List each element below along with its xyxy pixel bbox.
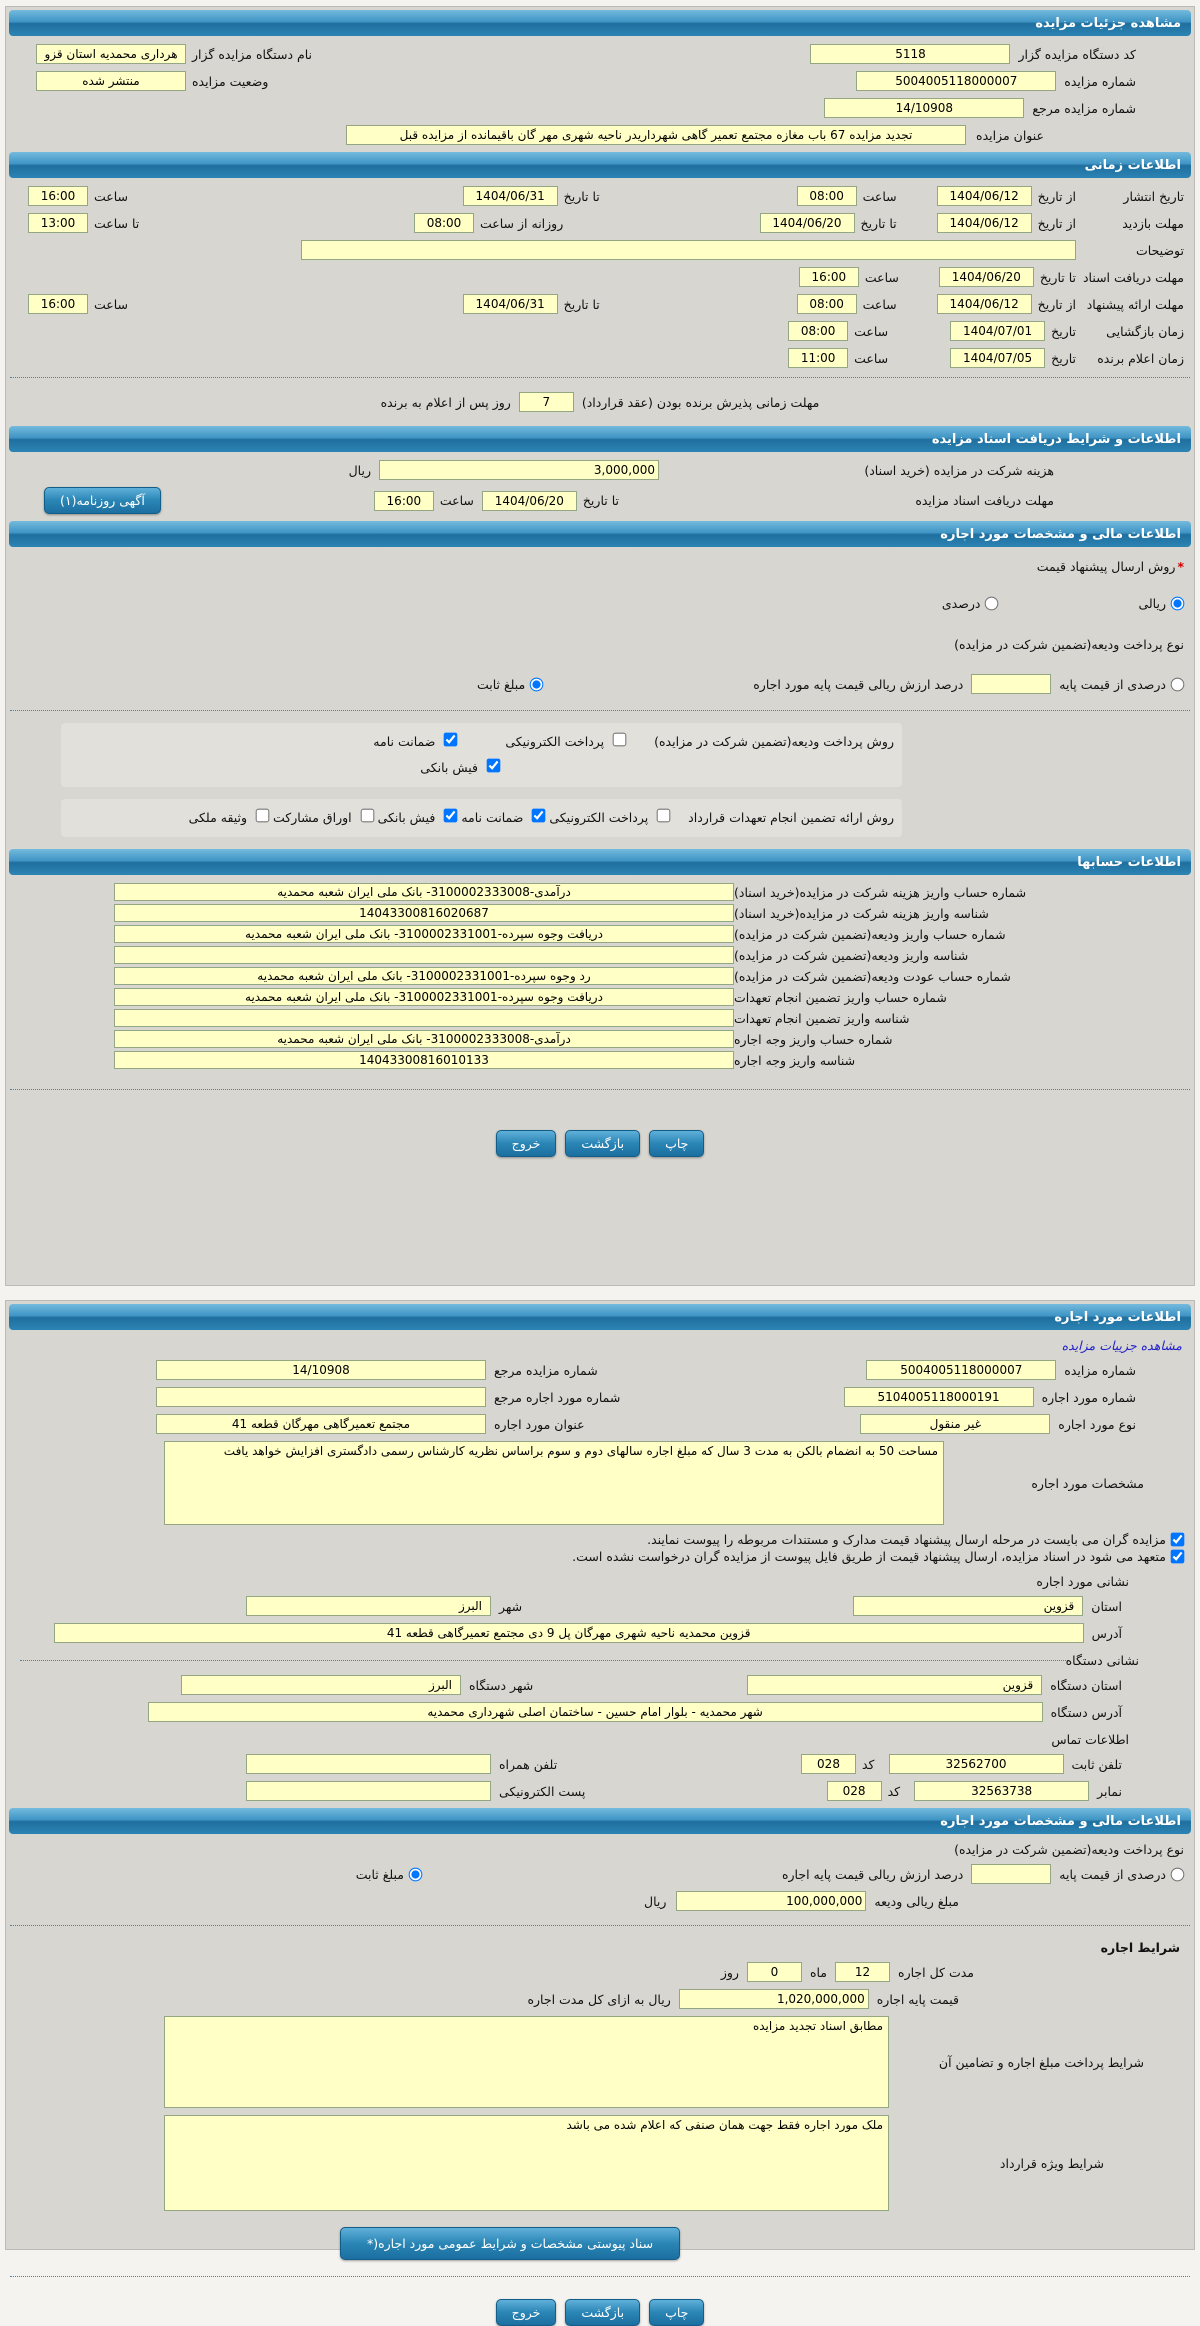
to-date-label: تا تاریخ (1039, 269, 1076, 285)
opening-time-input[interactable] (788, 321, 848, 341)
docs-to-input[interactable] (939, 267, 1034, 287)
ids-row-1 (16, 1360, 1184, 1380)
docs-deadline-row (16, 267, 1184, 287)
docs-deadline-row2 (16, 487, 1184, 514)
percent-option-label: درصدی (941, 596, 981, 611)
publish-from-input[interactable] (937, 186, 1032, 206)
panel2-title: اطلاعات مورد اجاره (1054, 1309, 1181, 1325)
offer-row (16, 294, 1184, 314)
contract-guarantee-band (61, 799, 902, 837)
account-row (16, 925, 1034, 943)
publish-row (16, 186, 1184, 206)
docs-deadline-date-input[interactable] (482, 491, 577, 511)
account-label: شناسه واریز هزینه شرکت در مزایده(خرید اسناد) (734, 905, 989, 921)
mobile-input[interactable] (246, 1754, 491, 1774)
hour-label: ساعت (862, 188, 897, 204)
date-label: تاریخ (1051, 350, 1076, 366)
deposit-type-label: نوع پرداخت ودیعه(تضمین شرکت در مزایده) (954, 637, 1184, 652)
general-row-3 (16, 98, 1184, 118)
status-label: وضعیت مزایده (192, 73, 269, 89)
percent-base-label: درصدی از قیمت پایه (1059, 676, 1166, 692)
docs-time-input[interactable] (799, 267, 859, 287)
deposit-pay-method-label: روش پرداخت ودیعه(تضمین شرکت در مزایده) (654, 734, 894, 749)
deposit-options-row (16, 674, 1184, 694)
lease-deposit-type-row (16, 1842, 1184, 1857)
offer-to-time-input[interactable] (28, 294, 88, 314)
offer-from-input[interactable] (937, 294, 1032, 314)
visit-to-input[interactable] (760, 213, 855, 233)
required-asterisk: * (1177, 559, 1184, 574)
attachments-button[interactable]: سناد پیوستی مشخصات و شرایط عمومی مورد اجاره(* (340, 2227, 680, 2260)
org-address-group-label: نشانی دستگاه (1065, 1653, 1139, 1668)
guarantee-letter-checkbox[interactable] (532, 809, 546, 823)
org-name-input[interactable] (36, 44, 186, 64)
account-label: شماره حساب واریز وجه اجاره (734, 1031, 893, 1047)
account-input[interactable] (114, 925, 734, 943)
phone-input[interactable] (889, 1754, 1064, 1774)
accept-deadline-row (16, 392, 1184, 412)
docs-header (9, 426, 1191, 452)
panel1-header (9, 10, 1191, 36)
panel1-title: مشاهده جزئیات مزایده (1035, 15, 1181, 31)
code-label: کد (887, 1783, 901, 1799)
ids-row-3 (16, 1414, 1184, 1434)
docs-deadline-time-input[interactable] (374, 491, 434, 511)
hour-label: ساعت (854, 350, 889, 366)
rial-label: ریال (348, 462, 371, 478)
rial-radio[interactable] (1171, 597, 1185, 611)
base-price-label: قیمت پایه اجاره (876, 1991, 959, 2007)
general-row-4 (16, 125, 1184, 145)
org-name-label: نام دستگاه مزایده گزار (192, 46, 313, 62)
accounts-section-title: اطلاعات حسابها (1077, 854, 1181, 870)
guarantee-letter-label: ضمانت نامه (461, 810, 524, 825)
lease-financial-header (9, 1808, 1191, 1834)
org-address-label: آدرس دستگاه (1050, 1704, 1122, 1720)
account-label: شماره حساب واریز ودیعه(تضمین شرکت در مزایده) (734, 926, 1006, 942)
percent-base-radio[interactable] (1171, 677, 1185, 691)
epay-label: پرداخت الکترونیکی (549, 810, 649, 825)
auction-no-input[interactable] (856, 71, 1056, 91)
pay-terms-textarea[interactable] (164, 2016, 889, 2108)
phone-label: تلفن ثابت (1071, 1756, 1122, 1772)
fixed-amount-radio[interactable] (409, 1867, 423, 1881)
offer-label: مهلت ارائه پیشنهاد (1086, 296, 1184, 312)
lease-deposit-options-row (16, 1864, 1184, 1884)
lease-terms-group-label: شرایط اجاره (1100, 1940, 1180, 1955)
percent-hint-label: درصد ارزش ریالی قیمت پایه مورد اجاره (753, 676, 964, 692)
auction-ref-input[interactable] (156, 1360, 486, 1380)
opening-label: زمان بازگشایی (1106, 323, 1184, 339)
auction-no-label: شماره مزایده (1064, 73, 1136, 89)
email-input[interactable] (246, 1781, 491, 1801)
panel2-header (9, 1304, 1191, 1330)
org-address-row (16, 1702, 1184, 1722)
item-ref-label: شماره مورد اجاره مرجع (494, 1389, 621, 1405)
visit-row (16, 213, 1184, 233)
docs-label: مهلت دریافت اسناد (1082, 269, 1184, 285)
special-terms-label: شرایط ویژه قرارداد (999, 2155, 1104, 2171)
email-label: پست الکترونیکی (499, 1783, 586, 1799)
offer-from-time-input[interactable] (797, 294, 857, 314)
lease-deposit-type-label: نوع پرداخت ودیعه(تضمین شرکت در مزایده) (954, 1842, 1184, 1857)
account-input[interactable] (114, 1009, 734, 1027)
fee-row (16, 460, 1184, 480)
price-method-label: روش ارسال پیشنهاد قیمت (1036, 559, 1176, 574)
contact-group-row (16, 1732, 1184, 1747)
opening-row (16, 321, 1184, 341)
province-city-row (16, 1596, 1184, 1616)
no-file-offer-checkbox[interactable] (1171, 1550, 1185, 1564)
visit-label: مهلت بازدید (1122, 215, 1184, 231)
account-row (16, 1009, 1034, 1027)
divider (10, 2276, 1190, 2277)
ids-row-2 (16, 1387, 1184, 1407)
org-code-label: کد دستگاه مزایده گزار (1018, 46, 1136, 62)
epay-checkbox[interactable] (657, 809, 671, 823)
notes-input[interactable] (301, 240, 1076, 260)
deposit-amount-label: مبلغ ریالی ودیعه (874, 1893, 959, 1909)
publish-to-time-input[interactable] (28, 186, 88, 206)
account-label: شناسه واریز ودیعه(تضمین شرکت در مزایده) (734, 947, 969, 963)
from-date-label: از تاریخ (1037, 188, 1076, 204)
org-province-city-row (16, 1675, 1184, 1695)
hour-label: ساعت (439, 493, 474, 508)
province-label: استان (1091, 1598, 1122, 1614)
price-method-options-row (16, 596, 1184, 611)
timing-title: اطلاعات زمانی (1084, 157, 1181, 173)
org-code-input[interactable] (810, 44, 1010, 64)
hour-label: ساعت (94, 188, 129, 204)
accounts-header (9, 849, 1191, 875)
percent-base-label: درصدی از قیمت پایه (1059, 1866, 1166, 1882)
daily-from-label: روزانه از ساعت (480, 215, 564, 231)
account-label: شماره حساب عودت ودیعه(تضمین شرکت در مزایده) (734, 968, 1011, 984)
notes-row (16, 240, 1184, 260)
to-hour-label: تا ساعت (94, 215, 140, 231)
print-button[interactable]: چاپ (649, 1130, 704, 1157)
fixed-amount-label: مبلغ ثابت (355, 1866, 404, 1882)
percent-base-radio[interactable] (1171, 1867, 1185, 1881)
print-button[interactable]: چاپ (649, 2299, 704, 2326)
publish-label: تاریخ انتشار (1123, 188, 1184, 204)
bank-slip-checkbox[interactable] (444, 809, 458, 823)
to-date-label: تا تاریخ (582, 493, 619, 508)
epay-checkbox[interactable] (613, 733, 627, 747)
note-text: مزایده گران می بایست در مرحله ارسال پیشنهاد قیمت مدارک و مستندات مربوطه را پیوست نمایند. (647, 1532, 1166, 1547)
docs-deadline-label: مهلت دریافت اسناد مزایده (915, 493, 1054, 508)
publish-from-time-input[interactable] (797, 186, 857, 206)
panel1-buttons (6, 1130, 1194, 1157)
guarantee-letter-label: ضمانت نامه (373, 734, 436, 749)
date-label: تاریخ (1051, 323, 1076, 339)
divider (10, 1925, 1190, 1926)
account-row (16, 1051, 1034, 1069)
notes-label: توضیحات (1136, 242, 1184, 258)
percent-radio[interactable] (985, 597, 999, 611)
item-type-label: نوع مورد اجاره (1058, 1416, 1136, 1432)
item-ref-input[interactable] (156, 1387, 486, 1407)
attachments-row (6, 2227, 1014, 2260)
lease-terms-group-row (16, 1940, 1184, 1955)
city-input[interactable] (246, 1596, 491, 1616)
financial-header (9, 521, 1191, 547)
accept-deadline-label: مهلت زمانی پذیرش برنده بودن (عقد قرارداد) (581, 394, 820, 410)
address-input[interactable] (54, 1623, 1084, 1643)
epay-label: پرداخت الکترونیکی (505, 734, 605, 749)
winner-row (16, 348, 1184, 368)
specs-label: مشخصات مورد اجاره (1031, 1475, 1144, 1491)
note-row (16, 1549, 1184, 1564)
contract-guarantee-label: روش ارائه تضمین انجام تعهدات قرارداد (688, 810, 894, 825)
address-label: آدرس (1091, 1625, 1122, 1641)
phone-row (16, 1754, 1184, 1774)
base-price-suffix: ریال به ازای کل مدت اجاره (527, 1991, 671, 2007)
item-no-label: شماره مورد اجاره (1041, 1389, 1136, 1405)
province-input[interactable] (853, 1596, 1083, 1616)
deposit-amount-input[interactable] (676, 1891, 866, 1911)
auction-ref-label: شماره مزایده مرجع (494, 1362, 598, 1378)
offer-to-input[interactable] (463, 294, 558, 314)
duration-row (16, 1962, 1184, 1982)
bank-slip-label: فیش بانکی (377, 810, 436, 825)
newspaper-ad-button[interactable]: آگهی روزنامه(۱) (44, 487, 161, 514)
attach-docs-checkbox[interactable] (1171, 1533, 1185, 1547)
divider (10, 710, 1190, 711)
percent-base-input[interactable] (971, 1864, 1051, 1884)
item-type-input[interactable] (860, 1414, 1050, 1434)
financial-section-title: اطلاعات مالی و مشخصات مورد اجاره (940, 526, 1181, 542)
item-title-label: عنوان مورد اجاره (494, 1416, 585, 1432)
rial-option-label: ریالی (1138, 596, 1166, 611)
duration-months-input[interactable] (835, 1962, 890, 1982)
org-address-input[interactable] (148, 1702, 1043, 1722)
org-province-input[interactable] (747, 1675, 1042, 1695)
address-group-row (16, 1574, 1184, 1589)
view-auction-details-link[interactable]: مشاهده جزییات مزایده (1061, 1338, 1182, 1353)
pay-terms-row (16, 2016, 1184, 2108)
account-input[interactable] (114, 1051, 734, 1069)
back-button[interactable]: بازگشت (565, 1130, 640, 1157)
accept-days-input[interactable] (519, 392, 574, 412)
ref-no-label: شماره مزایده مرجع (1032, 100, 1136, 116)
fixed-amount-radio[interactable] (530, 677, 544, 691)
lease-financial-title: اطلاعات مالی و مشخصات مورد اجاره (940, 1813, 1181, 1829)
divider (20, 1660, 1066, 1661)
timing-header (9, 152, 1191, 178)
account-label: شناسه واریز وجه اجاره (734, 1052, 856, 1068)
fixed-amount-label: مبلغ ثابت (476, 676, 526, 692)
auction-no-label: شماره مزایده (1064, 1362, 1136, 1378)
address-row (16, 1623, 1184, 1643)
account-row (16, 1030, 1034, 1048)
divider (10, 377, 1190, 378)
code-label: کد (862, 1756, 875, 1772)
opening-date-input[interactable] (950, 321, 1045, 341)
lease-address-group-label: نشانی مورد اجاره (1036, 1574, 1129, 1589)
hour-label: ساعت (862, 296, 897, 312)
lease-item-panel (5, 1300, 1195, 2320)
day-label: روز (720, 1964, 739, 1980)
auction-title-input[interactable] (346, 125, 966, 145)
hour-label: ساعت (854, 323, 889, 339)
fax-row (16, 1781, 1184, 1801)
auction-no-input[interactable] (866, 1360, 1056, 1380)
auction-details-panel (5, 6, 1195, 1286)
special-terms-row (16, 2115, 1184, 2211)
general-row-2 (16, 71, 1184, 91)
month-label: ماه (809, 1964, 828, 1980)
winner-label: زمان اعلام برنده (1097, 350, 1184, 366)
fax-label: نمابر (1097, 1783, 1122, 1799)
account-row (16, 904, 1034, 922)
account-input[interactable] (114, 883, 734, 901)
ref-no-input[interactable] (824, 98, 1024, 118)
fee-label: هزینه شرکت در مزایده (خرید اسناد) (864, 462, 1054, 478)
guarantee-letter-checkbox[interactable] (444, 733, 458, 747)
account-label: شماره حساب واریز هزینه شرکت در مزایده(خرید اسناد) (734, 884, 1027, 900)
specs-textarea[interactable] (164, 1441, 944, 1525)
account-input[interactable] (114, 967, 734, 985)
percent-base-input[interactable] (971, 674, 1051, 694)
fee-input[interactable] (379, 460, 659, 480)
base-price-row (16, 1989, 1184, 2009)
exit-button[interactable]: خروج (496, 2299, 557, 2326)
bank-slip-label: فیش بانکی (420, 760, 479, 775)
visit-from-input[interactable] (937, 213, 1032, 233)
back-button[interactable]: بازگشت (565, 2299, 640, 2326)
special-terms-textarea[interactable] (164, 2115, 889, 2211)
property-label: وثیقه ملکی (188, 810, 248, 825)
winner-time-input[interactable] (788, 348, 848, 368)
fax-code-input[interactable] (827, 1781, 882, 1801)
publish-to-input[interactable] (463, 186, 558, 206)
visit-daily-from-input[interactable] (414, 213, 474, 233)
divider (10, 1089, 1190, 1090)
hour-label: ساعت (864, 269, 899, 285)
city-label: شهر (499, 1598, 523, 1614)
item-no-input[interactable] (844, 1387, 1034, 1407)
deposit-type-row (16, 637, 1184, 652)
org-province-label: استان دستگاه (1050, 1677, 1122, 1693)
auction-title-label: عنوان مزایده (976, 127, 1044, 143)
note-text: متعهد می شود در اسناد مزایده، ارسال پیشنهاد قیمت از طریق فایل پیوست از مزایده گران درخواست نشده است. (572, 1549, 1166, 1564)
account-row (16, 988, 1034, 1006)
org-city-label: شهر دستگاه (469, 1677, 534, 1693)
pay-terms-label: شرایط پرداخت مبلغ اجاره و تضامین آن (938, 2054, 1144, 2070)
mobile-label: تلفن همراه (499, 1756, 558, 1772)
note-row (16, 1532, 1184, 1547)
winner-date-input[interactable] (950, 348, 1045, 368)
account-row (16, 967, 1034, 985)
rial-label: ریال (644, 1893, 667, 1909)
account-input[interactable] (114, 988, 734, 1006)
deposit-pay-method-band (61, 723, 902, 787)
org-address-legend (16, 1653, 1184, 1668)
bonds-label: اوراق مشارکت (273, 810, 352, 825)
duration-label: مدت کل اجاره (898, 1964, 974, 1980)
exit-button[interactable]: خروج (496, 1130, 557, 1157)
duration-days-input[interactable] (747, 1962, 802, 1982)
contact-group-label: اطلاعات تماس (1051, 1732, 1129, 1747)
details-link-row (18, 1338, 1182, 1353)
visit-to-time-input[interactable] (28, 213, 88, 233)
bonds-checkbox[interactable] (360, 809, 374, 823)
accept-deadline-suffix: روز پس از اعلام به برنده (380, 394, 511, 410)
price-method-row (16, 559, 1184, 574)
account-label: شناسه واریز تضمین انجام تعهدات (734, 1010, 910, 1026)
account-label: شماره حساب واریز تضمین انجام تعهدات (734, 989, 947, 1005)
fax-input[interactable] (914, 1781, 1089, 1801)
general-row-1 (16, 44, 1184, 64)
to-date-label: تا تاریخ (563, 296, 600, 312)
account-input[interactable] (114, 1030, 734, 1048)
from-date-label: از تاریخ (1037, 215, 1076, 231)
specs-row (16, 1441, 1184, 1525)
item-title-input[interactable] (156, 1414, 486, 1434)
account-row (16, 883, 1034, 901)
phone-code-input[interactable] (801, 1754, 856, 1774)
deposit-amount-row (16, 1891, 1184, 1911)
base-price-input[interactable] (679, 1989, 869, 2009)
account-input[interactable] (114, 946, 734, 964)
panel2-buttons (6, 2299, 1194, 2326)
bank-slip-checkbox[interactable] (487, 759, 501, 773)
property-checkbox[interactable] (256, 809, 270, 823)
org-city-input[interactable] (181, 1675, 461, 1695)
status-input[interactable] (36, 71, 186, 91)
to-date-label: تا تاریخ (563, 188, 600, 204)
account-row (16, 946, 1034, 964)
hour-label: ساعت (94, 296, 129, 312)
to-date-label: تا تاریخ (860, 215, 897, 231)
percent-hint-label: درصد ارزش ریالی قیمت پایه اجاره (781, 1866, 964, 1882)
account-input[interactable] (114, 904, 734, 922)
from-date-label: از تاریخ (1037, 296, 1076, 312)
docs-section-title: اطلاعات و شرایط دریافت اسناد مزایده (931, 431, 1181, 447)
